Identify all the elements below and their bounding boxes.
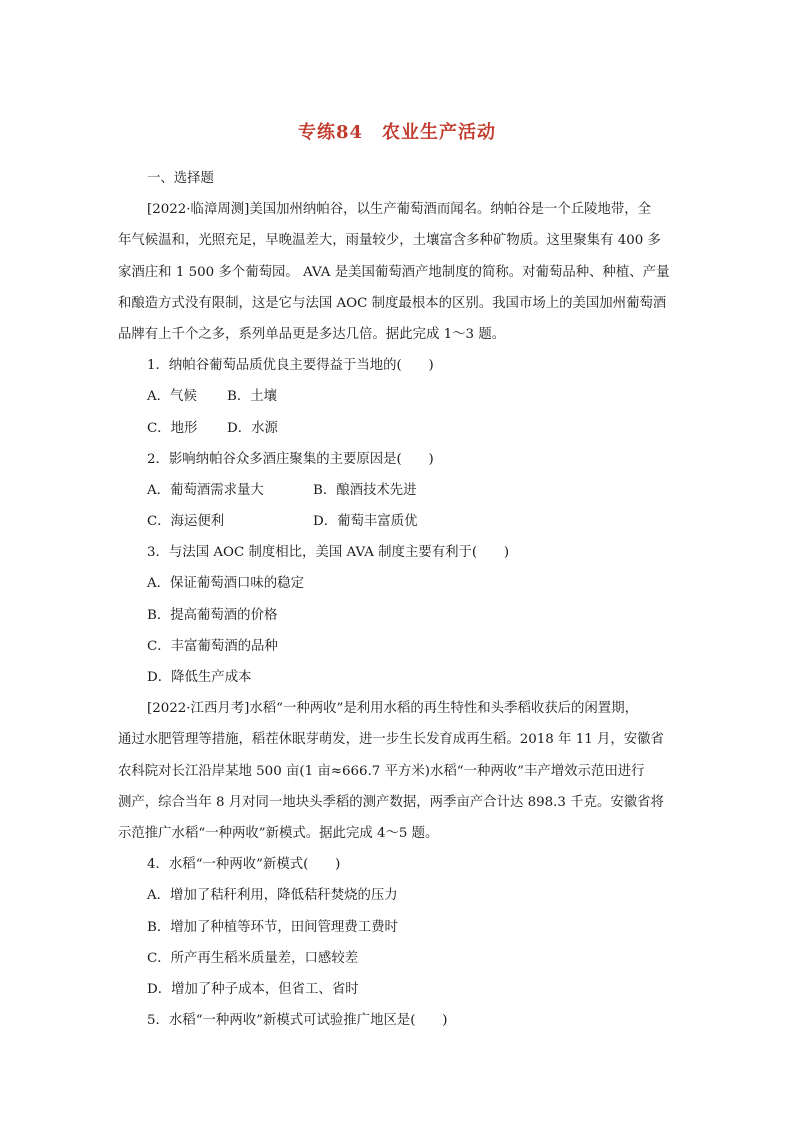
passage2-line: [2022·江西月考]水稻“一种两收”是利用水稻的再生特性和头季稻收获后的闲置期，	[147, 701, 638, 717]
question-3-option-c: C．丰富葡萄酒的品种	[147, 638, 278, 654]
document-body	[118, 163, 680, 1036]
question-1-options-row	[118, 413, 680, 444]
question-4-option-d: D．增加了种子成本，但省工、省时	[147, 981, 359, 997]
question-4-option-b: B．增加了种植等环节，田间管理费工费时	[147, 919, 398, 935]
question-3-option-a: A．保证葡萄酒口味的稳定	[147, 576, 304, 592]
passage1-line: 品牌有上千个之多，系列单品更是多达几倍。据此完成 1～3 题。	[118, 326, 506, 342]
page-title: 专练84 农业生产活动	[297, 122, 497, 143]
question-3-option-d: D．降低生产成本	[147, 670, 252, 685]
question-2-options-row	[118, 506, 680, 537]
question-3-stem: 3．与法国 AOC 制度相比，美国 AVA 制度主要有利于( )	[147, 545, 510, 561]
question-1-option-c: C．地形	[147, 420, 198, 436]
passage2-line: 测产，综合当年 8 月对同一地块头季稻的测产数据，两季亩产合计达 898.3 千克。安徽省将	[118, 794, 664, 810]
passage2-line: 农科院对长江沿岸某地 500 亩(1 亩≈666.7 平方米)水稻“一种两收”丰产增效示范田进行	[118, 763, 645, 779]
passage1-line: 家酒庄和 1 500 多个葡萄园。 AVA 是美国葡萄酒产地制度的简称。对葡萄品种、种植、产量	[118, 264, 670, 280]
passage2-line: 示范推广水稻“一种两收”新模式。据此完成 4～5 题。	[118, 825, 439, 841]
question-4-option-a: A．增加了秸秆利用，降低秸秆焚烧的压力	[147, 888, 398, 904]
question-2-stem: 2．影响纳帕谷众多酒庄聚集的主要原因是( )	[147, 451, 434, 467]
passage1-line: 年气候温和，光照充足，早晚温差大，雨量较少，土壤富含多种矿物质。这里聚集有 400 多	[118, 233, 661, 249]
question-2-option-d: D．葡萄丰富质优	[313, 514, 418, 530]
question-2-option-c: C．海运便利	[147, 514, 225, 530]
question-1-option-a: A．气候	[147, 389, 197, 405]
question-2-option-b: B．酿酒技术先进	[313, 482, 417, 498]
question-1-options-row	[118, 381, 680, 412]
question-1-stem: 1．纳帕谷葡萄品质优良主要得益于当地的( )	[147, 358, 434, 374]
section-heading: 一、选择题	[147, 171, 214, 186]
question-2-options-row	[118, 475, 680, 506]
question-4-option-c: C．所产再生稻米质量差，口感较差	[147, 950, 359, 966]
passage1-line: 和酿造方式没有限制，这是它与法国 AOC 制度最根本的区别。我国市场上的美国加州葡萄酒	[118, 295, 667, 311]
question-4-stem: 4．水稻“一种两收”新模式( )	[147, 857, 341, 873]
question-5-stem: 5．水稻“一种两收”新模式可试验推广地区是( )	[147, 1013, 448, 1029]
question-2-option-a: A．葡萄酒需求量大	[147, 482, 264, 498]
question-3-option-b: B．提高葡萄酒的价格	[147, 607, 278, 623]
question-1-option-b: B．土壤	[227, 389, 278, 405]
question-1-option-d: D．水源	[227, 420, 278, 436]
passage1-line: [2022·临漳周测]美国加州纳帕谷，以生产葡萄酒而闻名。纳帕谷是一个丘陵地带，全	[147, 202, 652, 218]
passage2-line: 通过水肥管理等措施，稻茬休眠芽萌发，进一步生长发育成再生稻。2018 年 11 月，安徽省	[118, 732, 664, 748]
